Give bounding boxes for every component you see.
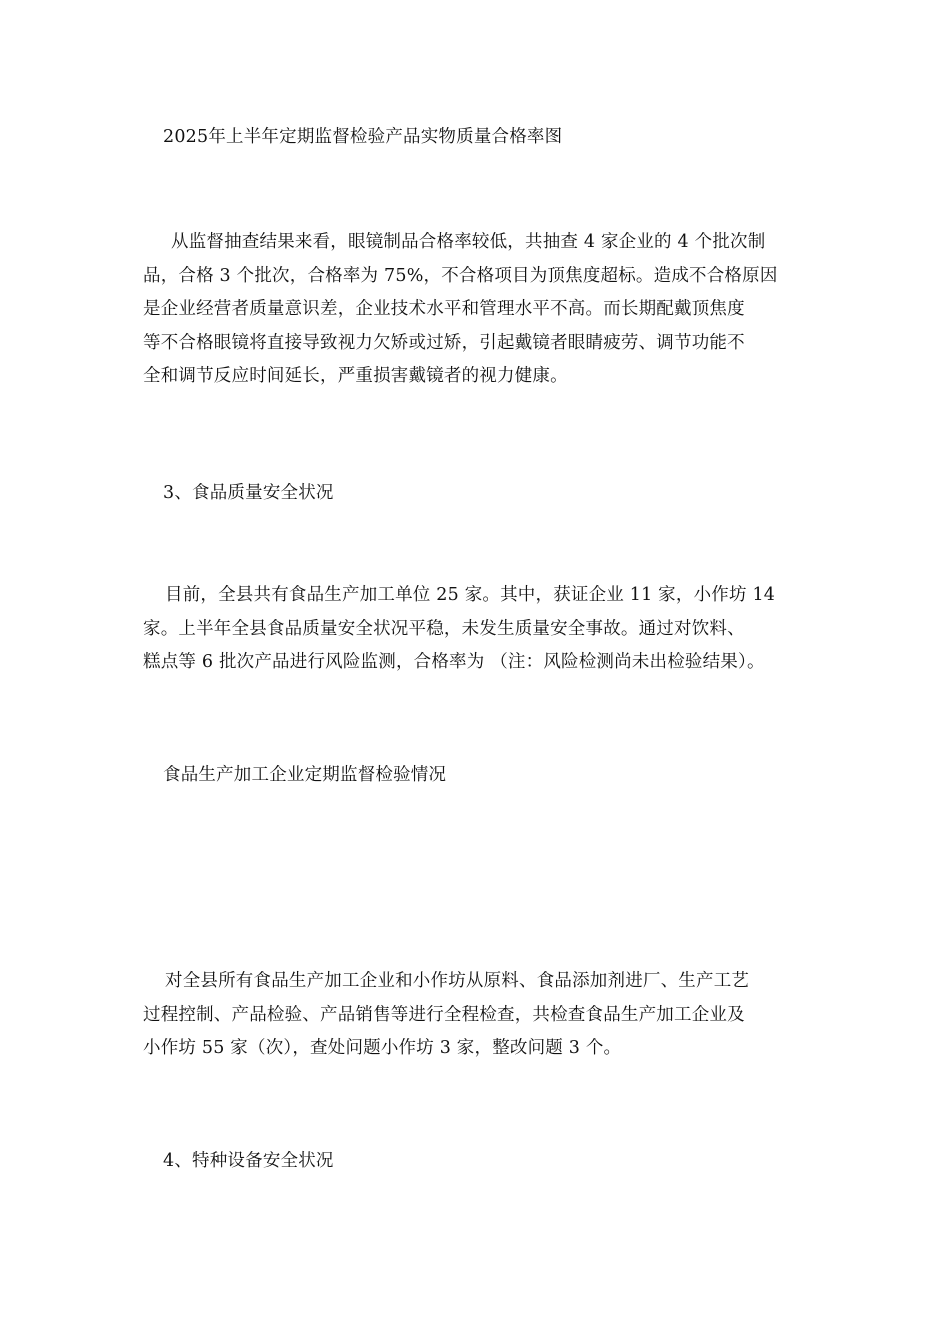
paragraph-food <box>143 579 823 680</box>
paragraph-line: 等不合格眼镜将直接导致视力欠矫或过矫，引起戴镜者眼睛疲劳、调节功能不 <box>143 332 745 353</box>
paragraph-line: 目前，全县共有食品生产加工单位 25 家。其中，获证企业 11 家，小作坊 14 <box>165 585 776 605</box>
paragraph-line: 从监督抽查结果来看，眼镜制品合格率较低，共抽查 4 家企业的 4 个批次制 <box>171 232 766 252</box>
paragraph-line: 是企业经营者质量意识差，企业技术水平和管理水平不高。而长期配戴顶焦度 <box>143 299 745 319</box>
section-4-heading: 4、特种设备安全状况 <box>163 1151 334 1171</box>
paragraph-line: 对全县所有食品生产加工企业和小作坊从原料、食品添加剂进厂、生产工艺 <box>165 971 750 991</box>
paragraph-line: 品，合格 3 个批次，合格率为 75%，不合格项目为顶焦度超标。造成不合格原因 <box>143 265 778 286</box>
paragraph-inspection <box>143 965 823 1066</box>
paragraph-glasses <box>143 226 823 394</box>
food-inspection-caption: 食品生产加工企业定期监督检验情况 <box>163 765 447 785</box>
chart-caption: 2025年上半年定期监督检验产品实物质量合格率图 <box>163 127 563 147</box>
section-3-heading: 3、食品质量安全状况 <box>163 483 334 503</box>
paragraph-line: 家。上半年全县食品质量安全状况平稳，未发生质量安全事故。通过对饮料、 <box>143 618 745 639</box>
paragraph-line: 过程控制、产品检验、产品销售等进行全程检查，共检查食品生产加工企业及 <box>143 1004 745 1025</box>
paragraph-line: 糕点等 6 批次产品进行风险监测，合格率为 （注：风险检测尚未出检验结果）。 <box>143 652 765 672</box>
paragraph-line: 小作坊 55 家（次），查处问题小作坊 3 家，整改问题 3 个。 <box>143 1038 622 1058</box>
paragraph-line: 全和调节反应时间延长，严重损害戴镜者的视力健康。 <box>143 366 568 386</box>
